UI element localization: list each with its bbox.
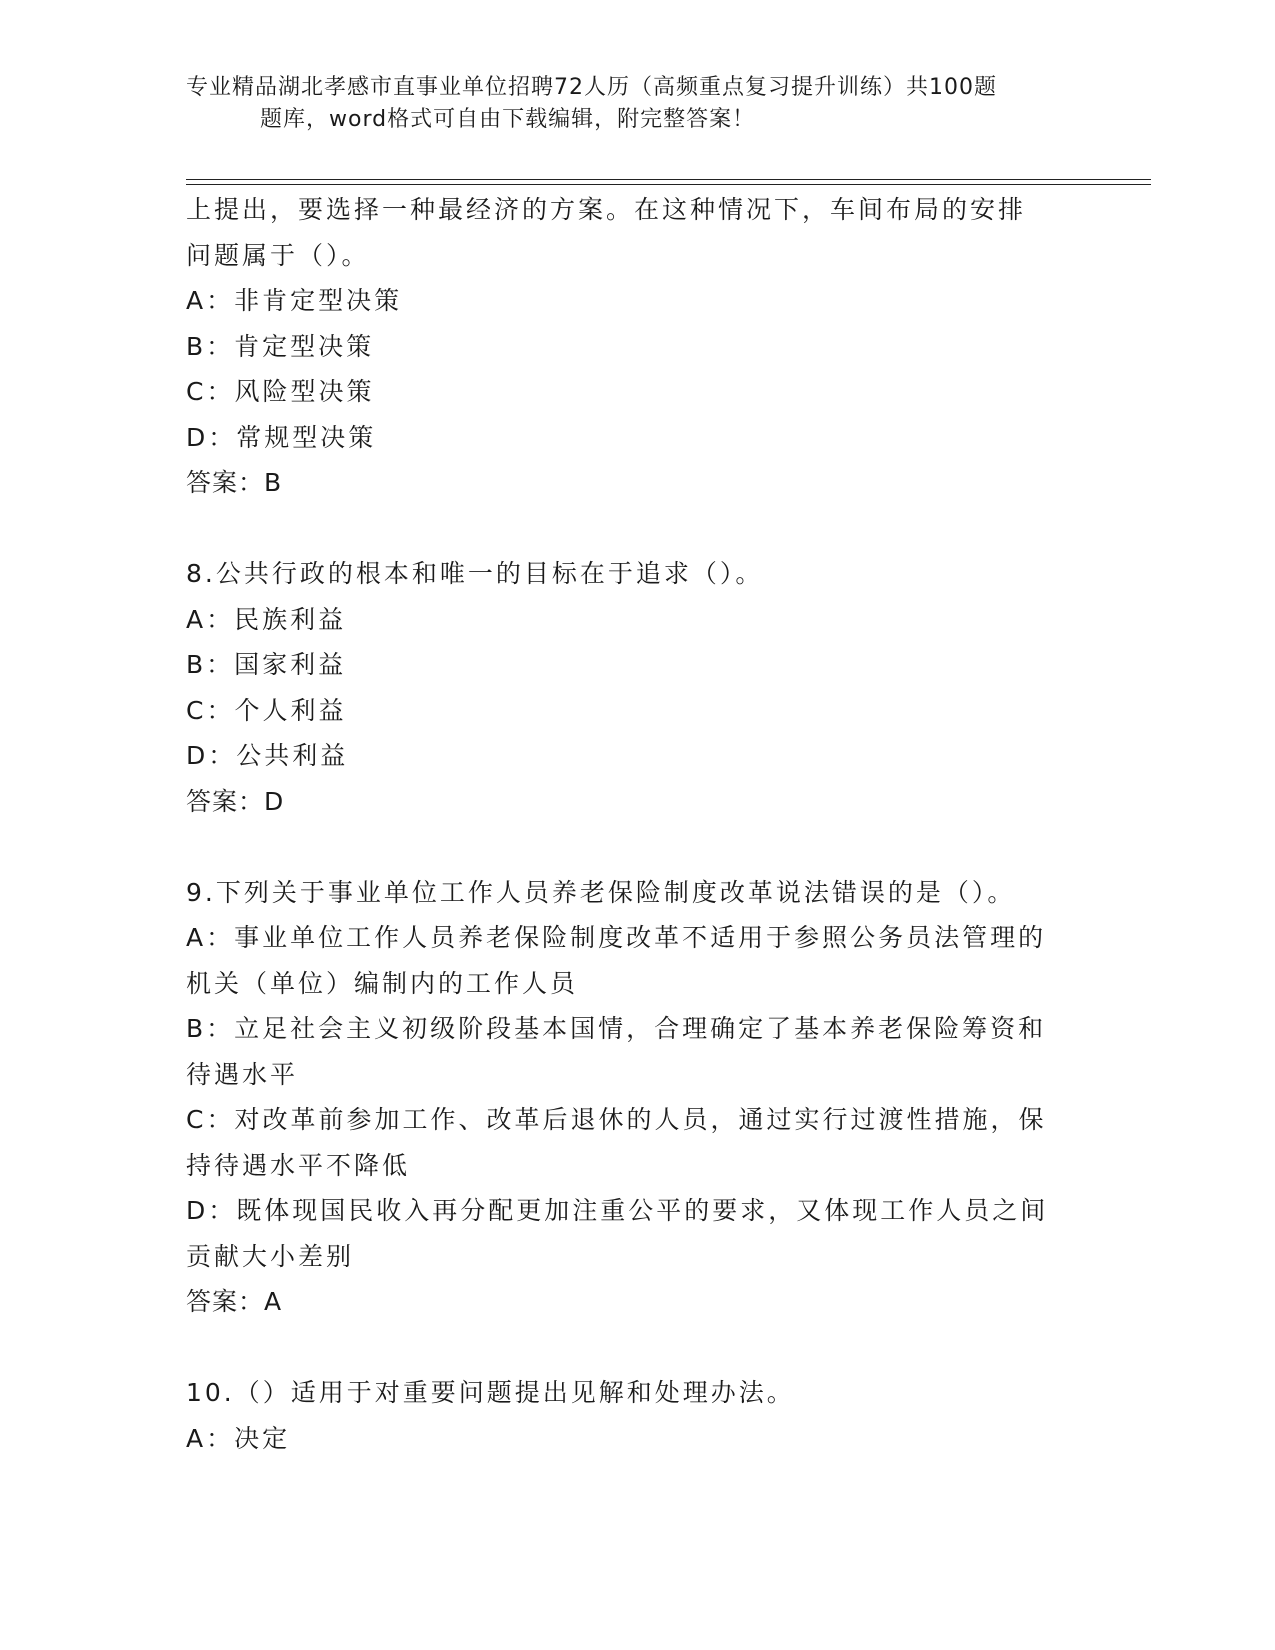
question-stem: 10.（）适用于对重要问题提出见解和处理办法。 [186,1378,795,1407]
question-stem: 上提出，要选择一种最经济的方案。在这种情况下，车间布局的安排 [186,195,1027,224]
option-d: D：既体现国民收入再分配更加注重公平的要求，又体现工作人员之间 [186,1196,1049,1225]
option-b: B：国家利益 [186,650,347,679]
answer-text: 答案：A [186,1287,283,1316]
option-d-continued: 贡献大小差别 [186,1241,355,1271]
option-d: D：公共利益 [186,741,349,770]
header-title-line2: 题库，word格式可自由下载编辑，附完整答案！ [260,107,756,132]
spacer [186,824,1086,870]
spacer [186,506,1086,552]
question-8 [186,551,1086,824]
question-stem: 9.下列关于事业单位工作人员养老保险制度改革说法错误的是（）。 [186,877,1016,907]
option-b-continued: 待遇水平 [186,1059,299,1089]
question-9 [186,870,1086,1325]
header-title-line1: 专业精品湖北孝感市直事业单位招聘72人历（高频重点复习提升训练）共100题 [186,75,997,100]
question-content [186,187,1086,1461]
header-divider-top [186,179,1151,180]
option-a: A：事业单位工作人员养老保险制度改革不适用于参照公务员法管理的 [186,923,1047,952]
option-c: C：对改革前参加工作、改革后退休的人员，通过实行过渡性措施，保 [186,1105,1047,1134]
option-a: A：决定 [186,1423,291,1453]
question-7 [186,187,1086,506]
option-c: C：风险型决策 [186,377,375,406]
document-header [186,72,1066,136]
answer-text: 答案：B [186,468,283,497]
answer-text: 答案：D [186,786,285,816]
question-stem: 问题属于（）。 [186,240,370,270]
option-b: B：肯定型决策 [186,331,375,361]
option-c: C：个人利益 [186,695,347,725]
option-a: A：民族利益 [186,604,347,634]
spacer [186,1325,1086,1371]
option-c-continued: 持待遇水平不降低 [186,1150,411,1180]
question-10 [186,1370,1086,1461]
option-a: A：非肯定型决策 [186,286,403,315]
option-a-continued: 机关（单位）编制内的工作人员 [186,968,579,998]
header-divider-bottom [186,184,1151,185]
option-d: D：常规型决策 [186,422,377,452]
question-stem: 8.公共行政的根本和唯一的目标在于追求（）。 [186,559,764,588]
option-b: B：立足社会主义初级阶段基本国情，合理确定了基本养老保险筹资和 [186,1014,1047,1043]
